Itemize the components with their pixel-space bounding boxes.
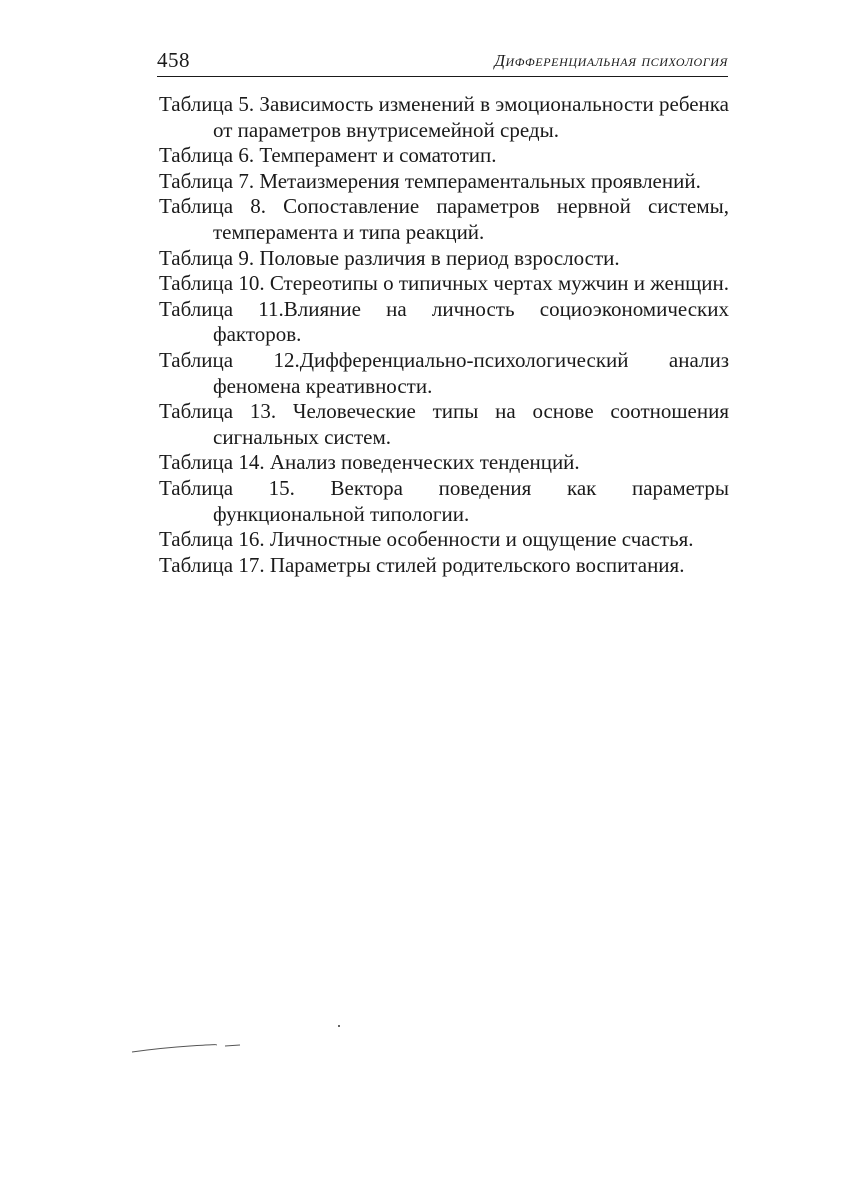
table-entry-14: Таблица 14. Анализ поведенческих тенденций. [159, 450, 580, 475]
running-header [157, 46, 728, 77]
table-entry-15: Таблица 15. Вектора поведения как параметры функциональной типологии. [159, 475, 729, 526]
running-title: Дифференциальная психология [494, 51, 728, 70]
page-number: 458 [157, 48, 190, 72]
scan-artifact-line [130, 1042, 242, 1054]
table-entry-13: Таблица 13. Человеческие типы на основе соотношения сигнальных систем. [159, 399, 729, 449]
scan-speck [338, 1025, 340, 1027]
table-list [159, 92, 729, 578]
table-entry-6: Таблица 6. Темперамент и соматотип. [159, 143, 497, 168]
table-entry-17: Таблица 17. Параметры стилей родительского воспитания. [159, 552, 685, 577]
table-entry-7: Таблица 7. Метаизмерения темпераментальных проявлений. [159, 168, 701, 193]
table-entry-5: Таблица 5. Зависимость изменений в эмоциональности ребенка от параметров внутрисемейной среды. [159, 92, 729, 142]
table-entry-8: Таблица 8. Сопоставление параметров нервной системы, темперамента и типа реакций. [159, 194, 729, 244]
table-entry-9: Таблица 9. Половые различия в период взрослости. [159, 245, 620, 270]
table-entry-11: Таблица 11.Влияние на личность социоэкономических факторов. [159, 296, 729, 347]
table-entry-12: Таблица 12.Дифференциально-психологический анализ феномена креативности. [159, 347, 729, 398]
table-entry-10: Таблица 10. Стереотипы о типичных чертах мужчин и женщин. [159, 271, 729, 296]
table-entry-16: Таблица 16. Личностные особенности и ощущение счастья. [159, 527, 694, 552]
